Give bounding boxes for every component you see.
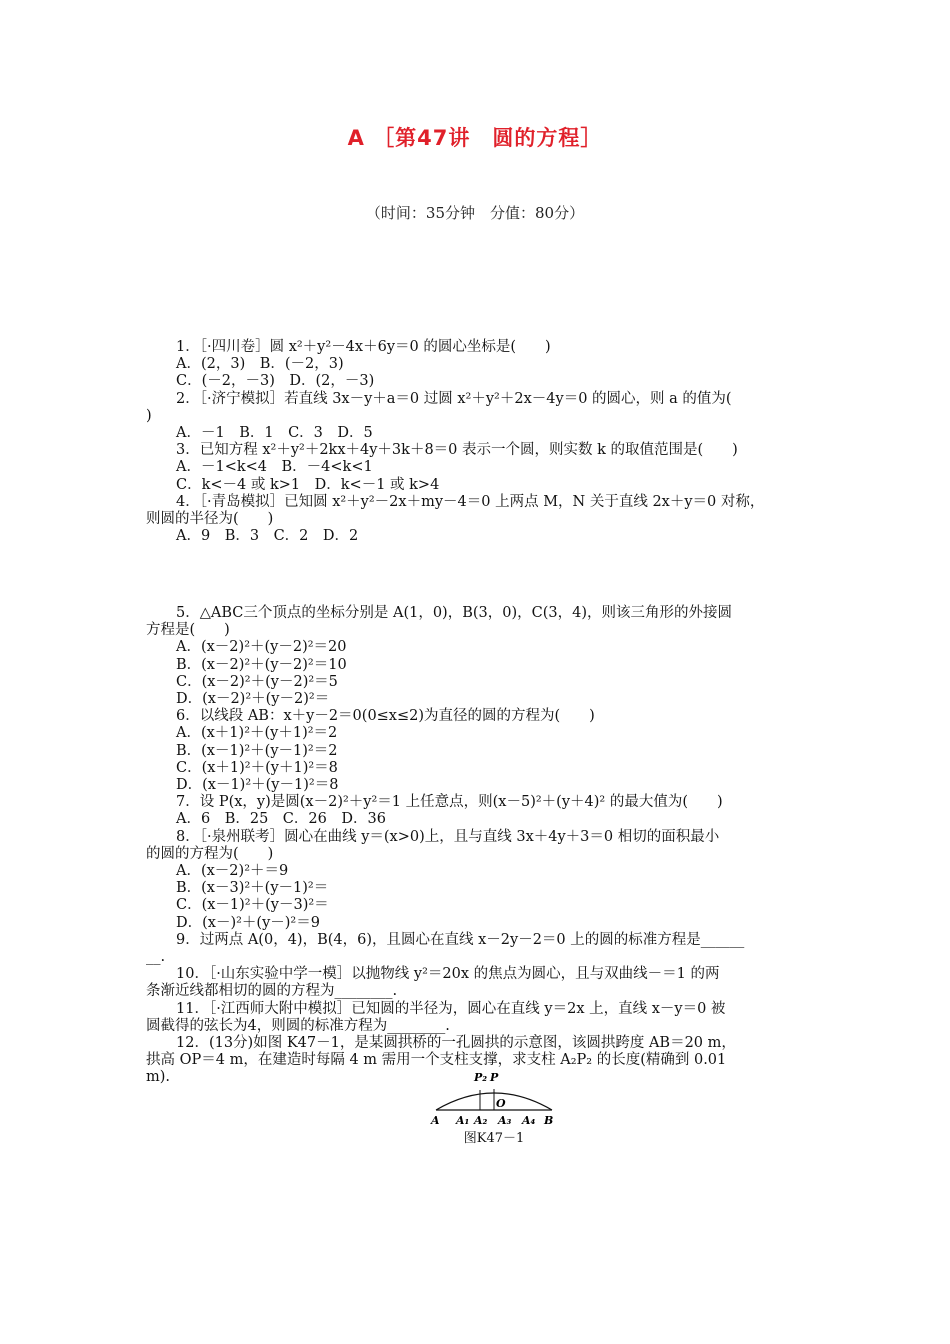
figure-label: O <box>496 1097 506 1110</box>
question-line: 5．△ABC三个顶点的坐标分别是 A(1，0)，B(3，0)，C(3，4)，则该三角形的外接圆 <box>176 605 732 621</box>
question-line: 2．［·济宁模拟］若直线 3x－y＋a＝0 过圆 x²＋y²＋2x－4y＝0 的圆心，则 a 的值为( <box>176 390 732 407</box>
option-line: A．(x－2)²＋(y－2)²＝20 <box>176 639 347 656</box>
question-line: 拱高 OP＝4 m，在建造时每隔 4 m 需用一个支柱支撑，求支柱 A₂P₂ 的长度(精确到 0.01 <box>146 1052 727 1069</box>
option-line: C．(x－1)²＋(y－3)²＝ <box>176 897 329 914</box>
option-line: B．(x－2)²＋(y－2)²＝10 <box>176 656 347 673</box>
option-line: D．(x－)²＋(y－)²＝9 <box>176 914 320 931</box>
question-line: ) <box>146 407 152 424</box>
option-line: A．－1<k<4 B．－4<k<1 <box>176 459 373 476</box>
question-line: 方程是( ) <box>146 622 230 639</box>
option-line: C．(x＋1)²＋(y＋1)²＝8 <box>176 759 338 776</box>
option-line: A．－1 B．1 C．3 D．5 <box>176 425 373 442</box>
option-line: A．(2，3) B．(－2，3) <box>176 356 344 373</box>
option-line: D．(x－2)²＋(y－2)²＝ <box>176 691 330 708</box>
question-line: 4．［·青岛模拟］已知圆 x²＋y²－2x＋my－4＝0 上两点 M，N 关于直线 2x＋y＝0 对称， <box>176 493 765 510</box>
question-line: 7．设 P(x，y)是圆(x－2)²＋y²＝1 上任意点，则(x－5)²＋(y＋4)² 的最大值为( ) <box>176 794 723 811</box>
question-line: 3．已知方程 x²＋y²＋2kx＋4y＋3k＋8＝0 表示一个圆，则实数 k 的取值范围是( ) <box>176 442 738 459</box>
figure-label: A₂ <box>474 1114 488 1126</box>
question-line: 圆截得的弦长为4，则圆的标准方程为________. <box>146 1017 450 1034</box>
option-line: A．(x－2)²＋＝9 <box>176 863 289 880</box>
question-line: 10．［·山东实验中学一模］以抛物线 y²＝20x 的焦点为圆心，且与双曲线－＝1 的两 <box>176 966 720 983</box>
figure-label: A₄ <box>522 1114 536 1126</box>
time-score-info: （时间：35分钟 分值：80分） <box>365 204 585 222</box>
questions-block-2 <box>146 605 806 1087</box>
option-line: D．(x－1)²＋(y－1)²＝8 <box>176 777 339 794</box>
question-line: 条渐近线都相切的圆的方程为________. <box>146 983 398 1000</box>
option-line: A．6 B．25 C．26 D．36 <box>176 811 386 828</box>
option-line: C．(x－2)²＋(y－2)²＝5 <box>176 673 338 690</box>
figure-label: A₁ <box>456 1114 470 1126</box>
figure-label: A <box>431 1114 440 1126</box>
arch-diagram <box>428 1070 560 1126</box>
question-line: 1．［·四川卷］圆 x²＋y²－4x＋6y＝0 的圆心坐标是( ) <box>176 339 551 355</box>
option-line: C．(－2，－3) D．(2，－3) <box>176 373 375 390</box>
figure-caption: 图K47－1 <box>463 1131 525 1146</box>
option-line: B．(x－1)²＋(y－1)²＝2 <box>176 742 338 759</box>
question-line: 9．过两点 A(0，4)，B(4，6)，且圆心在直线 x－2y－2＝0 上的圆的标准方程是______ <box>176 931 745 948</box>
figure-label: P <box>490 1071 499 1084</box>
figure-label: P₂ <box>474 1071 488 1084</box>
question-line: 8．［·泉州联考］圆心在曲线 y＝(x>0)上，且与直线 3x＋4y＋3＝0 相切的面积最小 <box>176 828 720 845</box>
option-line: B．(x－3)²＋(y－1)²＝ <box>176 880 329 897</box>
option-line: A．9 B．3 C．2 D．2 <box>176 528 359 545</box>
question-line: 11．［·江西师大附中模拟］已知圆的半径为，圆心在直线 y＝2x 上，直线 x－y＝0 被 <box>176 1000 726 1017</box>
arch-bridge-figure <box>428 1070 560 1150</box>
question-line: 的圆的方程为( ) <box>146 845 274 862</box>
figure-label: B <box>544 1114 554 1126</box>
figure-label: A₃ <box>498 1114 512 1126</box>
question-line: 12．(13分)如图 K47－1，是某圆拱桥的一孔圆拱的示意图，该圆拱跨度 AB＝20 m， <box>176 1035 736 1052</box>
option-line: C．k<－4 或 k>1 D．k<－1 或 k>4 <box>176 476 440 493</box>
question-line: 6．以线段 AB：x＋y－2＝0(0≤x≤2)为直径的圆的方程为( ) <box>176 708 595 725</box>
question-line: 则圆的半径为( ) <box>146 511 274 528</box>
option-line: A．(x＋1)²＋(y＋1)²＝2 <box>176 725 338 742</box>
question-line: __. <box>146 949 166 966</box>
question-line: m). <box>146 1069 171 1086</box>
questions-block-1 <box>146 339 806 545</box>
page-title: A ［第47讲 圆的方程］ <box>347 126 603 150</box>
